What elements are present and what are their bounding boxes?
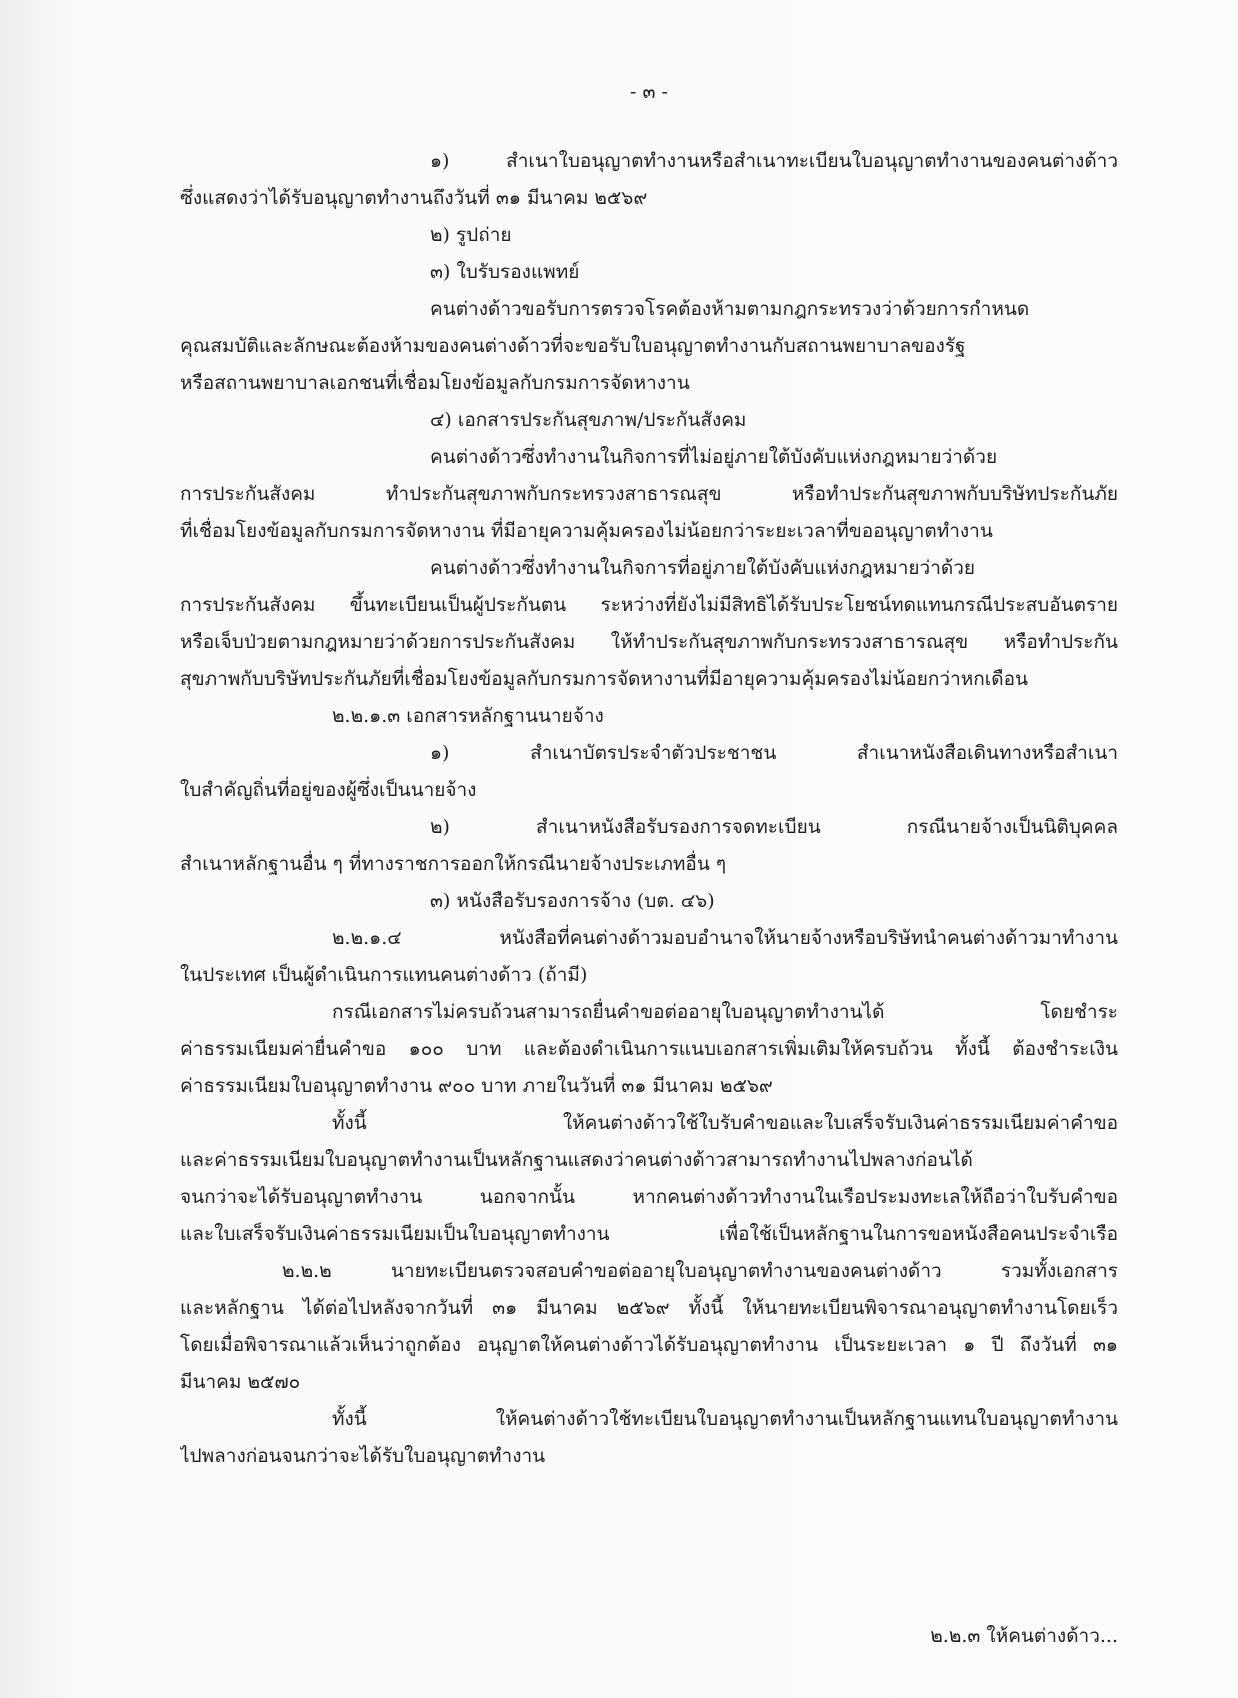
document-body — [180, 0, 1118, 1698]
text-line: สุขภาพกับบริษัทประกันภัยที่เชื่อมโยงข้อมูลกับกรมการจัดหางานที่มีอายุความคุ้มครองไม่น้อยกว่าหกเดือน — [180, 668, 1028, 690]
text-line: ๓) หนังสือรับรองการจ้าง (บต. ๔๖) — [430, 890, 715, 912]
text-line: โดยเมื่อพิจารณาแล้วเห็นว่าถูกต้อง อนุญาตให้คนต่างด้าวได้รับอนุญาตทำงาน เป็นระยะเวลา ๑ ปี ถึงวันที่ ๓๑ — [180, 1334, 1118, 1356]
text-line: ๒) รูปถ่าย — [430, 224, 512, 246]
text-line: ๒.๒.๒ นายทะเบียนตรวจสอบคำขอต่ออายุใบอนุญาตทำงานของคนต่างด้าว รวมทั้งเอกสาร — [282, 1260, 1118, 1282]
text-line: การประกันสังคม ขึ้นทะเบียนเป็นผู้ประกันตน ระหว่างที่ยังไม่มีสิทธิได้รับประโยชน์ทดแทนกรณีประสบอันตราย — [180, 594, 1118, 616]
text-line: หรือเจ็บป่วยตามกฎหมายว่าด้วยการประกันสังคม ให้ทำประกันสุขภาพกับกระทรวงสาธารณสุข หรือทำประกัน — [180, 631, 1118, 653]
text-line: ที่เชื่อมโยงข้อมูลกับกรมการจัดหางาน ที่มีอายุความคุ้มครองไม่น้อยกว่าระยะเวลาที่ขออนุญาตทำงาน — [180, 520, 993, 542]
text-line: ๒) สำเนาหนังสือรับรองการจดทะเบียน กรณีนายจ้างเป็นนิติบุคคล — [430, 816, 1118, 838]
text-line: และหลักฐาน ได้ต่อไปหลังจากวันที่ ๓๑ มีนาคม ๒๕๖๙ ทั้งนี้ ให้นายทะเบียนพิจารณาอนุญาตทำงานโดยเร็ว — [180, 1297, 1118, 1319]
text-line: และใบเสร็จรับเงินค่าธรรมเนียมเป็นใบอนุญาตทำงาน เพื่อใช้เป็นหลักฐานในการขอหนังสือคนประจำเรือ — [180, 1223, 1118, 1245]
text-line: และค่าธรรมเนียมใบอนุญาตทำงานเป็นหลักฐานแสดงว่าคนต่างด้าวสามารถทำงานไปพลางก่อนได้ — [180, 1149, 973, 1171]
text-line: ใบสำคัญถิ่นที่อยู่ของผู้ซึ่งเป็นนายจ้าง — [180, 779, 477, 801]
text-line: กรณีเอกสารไม่ครบถ้วนสามารถยื่นคำขอต่ออายุใบอนุญาตทำงานได้ โดยชำระ — [332, 1001, 1118, 1023]
text-line: การประกันสังคม ทำประกันสุขภาพกับกระทรวงสาธารณสุข หรือทำประกันสุขภาพกับบริษัทประกันภัย — [180, 483, 1118, 505]
text-line: ค่าธรรมเนียมค่ายื่นคำขอ ๑๐๐ บาท และต้องดำเนินการแนบเอกสารเพิ่มเติมให้ครบถ้วน ทั้งนี้ ต้องชำระเงิน — [180, 1038, 1118, 1060]
text-line: ๓) ใบรับรองแพทย์ — [430, 261, 580, 283]
text-line: ไปพลางก่อนจนกว่าจะได้รับใบอนุญาตทำงาน — [180, 1445, 546, 1467]
text-line: ทั้งนี้ ให้คนต่างด้าวใช้ใบรับคำขอและใบเสร็จรับเงินค่าธรรมเนียมค่าคำขอ — [332, 1112, 1118, 1134]
catchword: ๒.๒.๓ ให้คนต่างด้าว... — [930, 1625, 1118, 1647]
text-line: คนต่างด้าวซึ่งทำงานในกิจการที่ไม่อยู่ภายใต้บังคับแห่งกฎหมายว่าด้วย — [430, 446, 998, 468]
text-line: ซึ่งแสดงว่าได้รับอนุญาตทำงานถึงวันที่ ๓๑ มีนาคม ๒๕๖๙ — [180, 187, 648, 209]
text-line: คนต่างด้าวซึ่งทำงานในกิจการที่อยู่ภายใต้บังคับแห่งกฎหมายว่าด้วย — [430, 557, 975, 579]
page-number: - ๓ - — [630, 81, 668, 103]
text-line: ๔) เอกสารประกันสุขภาพ/ประกันสังคม — [430, 409, 747, 431]
text-line: ในประเทศ เป็นผู้ดำเนินการแทนคนต่างด้าว (ถ้ามี) — [180, 964, 588, 986]
text-line: มีนาคม ๒๕๗๐ — [180, 1371, 301, 1393]
text-line: ๒.๒.๑.๓ เอกสารหลักฐานนายจ้าง — [332, 705, 604, 727]
text-line: สำเนาหลักฐานอื่น ๆ ที่ทางราชการออกให้กรณีนายจ้างประเภทอื่น ๆ — [180, 853, 727, 875]
text-line: ๒.๒.๑.๔ หนังสือที่คนต่างด้าวมอบอำนาจให้นายจ้างหรือบริษัทนำคนต่างด้าวมาทำงาน — [332, 927, 1118, 949]
text-line: ๑) สำเนาบัตรประจำตัวประชาชน สำเนาหนังสือเดินทางหรือสำเนา — [430, 742, 1118, 764]
text-line: คุณสมบัติและลักษณะต้องห้ามของคนต่างด้าวที่จะขอรับใบอนุญาตทำงานกับสถานพยาบาลของรัฐ — [180, 335, 966, 357]
text-line: ๑) สำเนาใบอนุญาตทำงานหรือสำเนาทะเบียนใบอนุญาตทำงานของคนต่างด้าว — [430, 150, 1118, 172]
text-line: ทั้งนี้ ให้คนต่างด้าวใช้ทะเบียนใบอนุญาตทำงานเป็นหลักฐานแทนใบอนุญาตทำงาน — [332, 1408, 1118, 1430]
text-line: จนกว่าจะได้รับอนุญาตทำงาน นอกจากนั้น หากคนต่างด้าวทำงานในเรือประมงทะเลให้ถือว่าใบรับคำขอ — [180, 1186, 1118, 1208]
text-line: ค่าธรรมเนียมใบอนุญาตทำงาน ๙๐๐ บาท ภายในวันที่ ๓๑ มีนาคม ๒๕๖๙ — [180, 1075, 773, 1097]
text-line: คนต่างด้าวขอรับการตรวจโรคต้องห้ามตามกฎกระทรวงว่าด้วยการกำหนด — [430, 298, 1030, 320]
text-line: หรือสถานพยาบาลเอกชนที่เชื่อมโยงข้อมูลกับกรมการจัดหางาน — [180, 372, 690, 394]
